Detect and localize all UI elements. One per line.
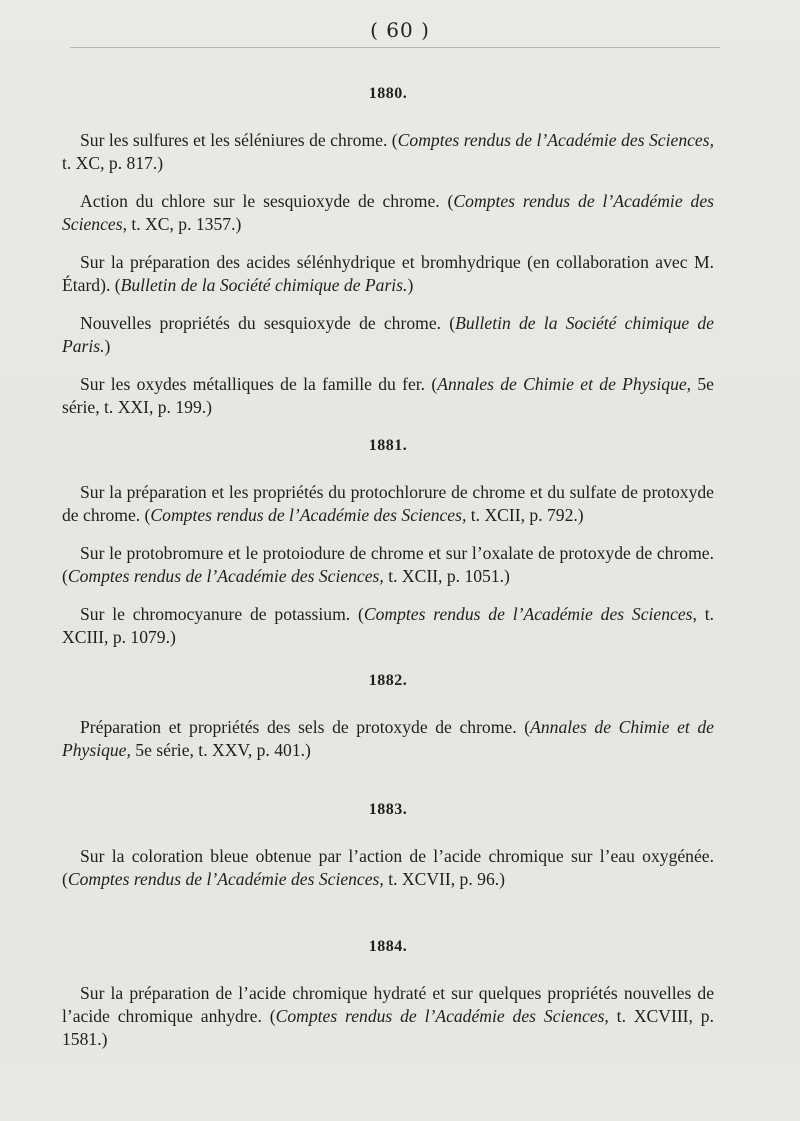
bibliography-entry: Nouvelles propriétés du sesquioxyde de chrome. (Bulletin de la Société chimique de Paris.): [62, 313, 714, 356]
section-1882: [62, 669, 714, 762]
journal-reference: Comptes rendus de l’Académie des Sciences,: [67, 869, 384, 889]
section-1884: [62, 935, 714, 1051]
year-heading: 1880.: [368, 85, 408, 102]
journal-reference: Comptes rendus de l’Académie des Sciences,: [275, 1006, 609, 1026]
journal-reference: Comptes rendus de l’Académie des Sciences,: [67, 566, 384, 586]
bibliography-entry: Préparation et propriétés des sels de protoxyde de chrome. (Annales de Chimie et de Physique, 5e série, t. XXV, p. 401.): [62, 717, 714, 760]
bibliography-entry: Sur la préparation et les propriétés du protochlorure de chrome et du sulfate de protoxyde de chrome. (Comptes rendus de l’Académie des Sciences, t. XCII, p. 792.): [62, 482, 714, 525]
journal-reference: Bulletin de la Société chimique de Paris.: [120, 275, 408, 295]
header-rule: [70, 47, 720, 48]
journal-reference: Bulletin de la Société chimique de Paris.: [62, 313, 714, 356]
journal-reference: Comptes rendus de l’Académie des Sciences,: [397, 130, 714, 150]
bibliography-entry: Sur les oxydes métalliques de la famille du fer. (Annales de Chimie et de Physique, 5e série, t. XXI, p. 199.): [62, 374, 714, 417]
year-heading: 1882.: [368, 672, 408, 689]
section-1883: [62, 798, 714, 891]
page-number: ( 60 ): [370, 18, 430, 42]
bibliography-entry: Sur la préparation de l’acide chromique hydraté et sur quelques propriétés nouvelles de l’acide chromique anhydre. (Comptes rendus de l’Académie des Sciences, t. XCVIII, p. 1581.): [62, 983, 714, 1049]
bibliography: [62, 82, 714, 1066]
bibliography-entry: Sur le chromocyanure de potassium. (Comptes rendus de l’Académie des Sciences, t. XCIII, p. 1079.): [62, 604, 714, 647]
journal-reference: Annales de Chimie et de Physique,: [62, 717, 714, 760]
year-heading: 1884.: [368, 938, 408, 955]
bibliography-entry: Sur le protobromure et le protoiodure de chrome et sur l’oxalate de protoxyde de chrome. (Comptes rendus de l’Académie des Sciences, t. XCII, p. 1051.): [62, 543, 714, 586]
journal-reference: Annales de Chimie et de Physique,: [437, 374, 692, 394]
year-heading: 1881.: [368, 437, 408, 454]
bibliography-entry: Action du chlore sur le sesquioxyde de chrome. (Comptes rendus de l’Académie des Sciences, t. XC, p. 1357.): [62, 191, 714, 234]
year-heading: 1883.: [368, 801, 408, 818]
bibliography-entry: Sur la coloration bleue obtenue par l’action de l’acide chromique sur l’eau oxygénée. (Comptes rendus de l’Académie des Sciences, t. XCVII, p. 96.): [62, 846, 714, 889]
bibliography-entry: Sur les sulfures et les séléniures de chrome. (Comptes rendus de l’Académie des Sciences, t. XC, p. 817.): [62, 130, 714, 173]
journal-reference: Comptes rendus de l’Académie des Sciences,: [363, 604, 697, 624]
bibliography-entry: Sur la préparation des acides sélénhydrique et bromhydrique (en collaboration avec M. Étard). (Bulletin de la Société chimique de Paris.): [62, 252, 714, 295]
journal-reference: Comptes rendus de l’Académie des Sciences,: [62, 191, 714, 234]
section-1881: [62, 434, 714, 649]
section-1880: [62, 82, 714, 419]
journal-reference: Comptes rendus de l’Académie des Sciences,: [150, 505, 467, 525]
